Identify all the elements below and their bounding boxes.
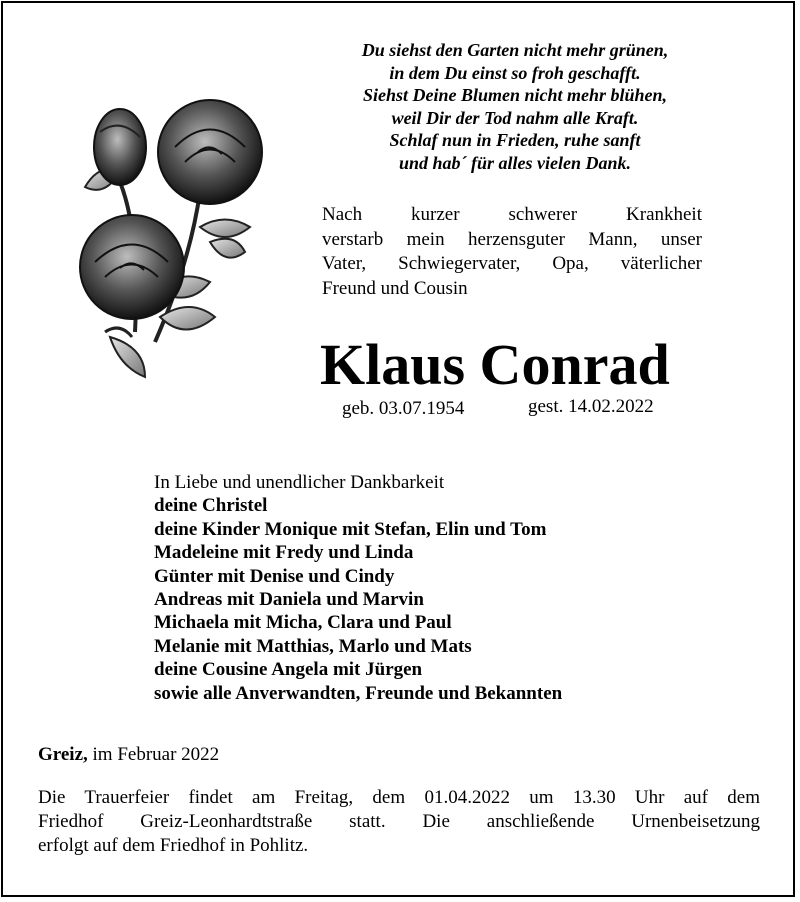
mourners-lead: In Liebe und unendlicher Dankbarkeit bbox=[154, 472, 445, 493]
mourners-list bbox=[154, 471, 562, 705]
place-month: im Februar 2022 bbox=[87, 744, 220, 765]
mourner: deine Cousine Angela mit Jürgen bbox=[154, 659, 423, 681]
poem-line: weil Dir der Tod nahm alle Kraft. bbox=[391, 107, 639, 128]
intro-line: Freund und Cousin bbox=[322, 277, 468, 299]
poem-line: in dem Du einst so froh geschafft. bbox=[389, 62, 641, 83]
poem-line: Du siehst den Garten nicht mehr grünen, bbox=[361, 40, 669, 60]
mourner: deine Christel bbox=[154, 495, 268, 517]
poem-line: Siehst Deine Blumen nicht mehr blühen, bbox=[362, 85, 668, 105]
poem bbox=[300, 39, 730, 174]
mourner: sowie alle Anverwandten, Freunde und Bekannten bbox=[154, 682, 563, 704]
mourner: Michaela mit Micha, Clara und Paul bbox=[154, 612, 452, 634]
service-info bbox=[38, 786, 760, 858]
poem-line: Schlaf nun in Frieden, ruhe sanft bbox=[389, 130, 641, 150]
deceased-name: Klaus Conrad bbox=[320, 332, 670, 397]
mourner: Melanie mit Matthias, Marlo und Mats bbox=[154, 635, 472, 657]
mourner: Günter mit Denise und Cindy bbox=[154, 565, 395, 587]
service-line: erfolgt auf dem Friedhof in Pohlitz. bbox=[38, 835, 309, 856]
roses-icon bbox=[60, 92, 280, 382]
death-date: gest. 14.02.2022 bbox=[528, 396, 654, 417]
place-date bbox=[38, 744, 219, 766]
service-line: Friedhof Greiz-Leonhardtstraße statt. Die anschließende Urnenbeisetzung bbox=[38, 811, 760, 832]
place-city: Greiz, bbox=[38, 744, 88, 765]
mourner: Madeleine mit Fredy und Linda bbox=[154, 542, 414, 564]
intro-line: verstarb mein herzensguter Mann, unser bbox=[322, 228, 702, 250]
mourner: deine Kinder Monique mit Stefan, Elin und Tom bbox=[154, 518, 547, 540]
mourner: Andreas mit Daniela und Marvin bbox=[154, 589, 424, 611]
intro-text bbox=[322, 203, 702, 301]
intro-line: Nach kurzer schwerer Krankheit bbox=[322, 204, 702, 225]
intro-line: Vater, Schwiegervater, Opa, väterlicher bbox=[322, 253, 702, 274]
poem-line: und hab´ für alles vielen Dank. bbox=[398, 152, 632, 173]
birth-date: geb. 03.07.1954 bbox=[342, 398, 465, 419]
service-line: Die Trauerfeier findet am Freitag, dem 01.04.2022 um 13.30 Uhr auf dem bbox=[38, 787, 760, 808]
